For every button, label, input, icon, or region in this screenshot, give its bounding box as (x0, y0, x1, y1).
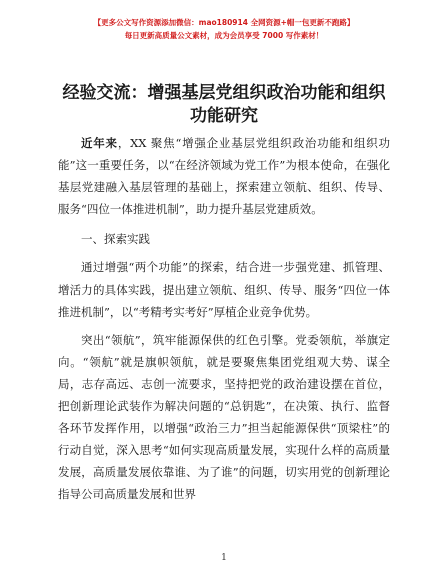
intro-text: ，XX 聚焦“增强企业基层党组织政治功能和组织功能”这一重要任务，以“在经济领域为党工作”为根本使命，在强化基层党建融入基层管理的基础上，探索建立领航、组织、传导、服务“四位一体推进机制”，助力提升基层党建质效。 (58, 136, 391, 217)
section-heading: 一、探索实践 (81, 232, 150, 247)
document-body (58, 132, 390, 506)
promo-banner-line-2: 每日更新高质量公文素材，成为会员享受 7000 写作素材！ (124, 31, 324, 40)
promo-banner-line-1: 【更多公文写作资源添加微信：mao180914 全网资源+帽一包更新不跑路】 (93, 18, 355, 27)
intro-paragraph (58, 132, 390, 220)
intro-lead: 近年来 (81, 136, 118, 150)
body-paragraph-2: 通过增强“两个功能”的探索，结合进一步强党建、抓管理、增活力的具体实践，提出建立领航、组织、传导、服务“四位一体推进机制”，以“考精考实考好”厚植企业竞争优势。 (58, 260, 390, 319)
page-number: 1 (221, 553, 227, 563)
body-paragraph-3: 突出“领航”，筑牢能源保供的红色引擎。党委领航，举旗定向。“领航”就是旗帜领航，就是要聚焦集团党组观大势、谋全局，志存高远、志创一流要求，坚持把党的政治建设摆在首位，把创新理论武装作为解决问题的“总钥匙”，在决策、执行、监督各环节发挥作用，以增强“政治三力”担当起能源保供“顶梁柱”的行动自觉，深入思考“如何实现高质量发展，实现什么样的高质量发展，高质量发展依靠谁、为了谁”的问题，切实用党的创新理论指导公司高质量发展和世界 (58, 332, 390, 502)
document-title: 经验交流：增强基层党组织政治功能和组织功能研究 (62, 83, 386, 126)
